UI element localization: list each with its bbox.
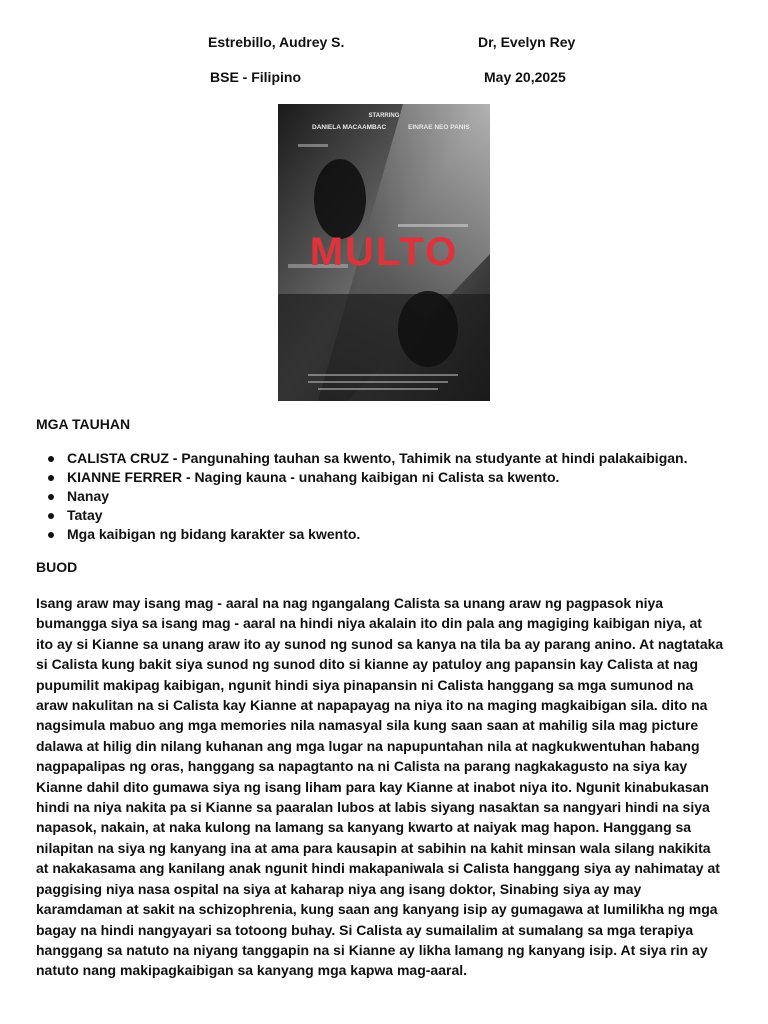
poster-actor-1: DANIELA MACAAMBAC xyxy=(312,124,387,131)
list-item: Tatay xyxy=(67,506,687,525)
summary-line: bagay na hindi nangyayari sa totoong buhay. Si Calista ay sumailalim at sumalang sa mga terapiya xyxy=(36,921,694,938)
summary-paragraph xyxy=(36,593,736,981)
characters-heading: MGA TAUHAN xyxy=(36,416,131,432)
characters-list xyxy=(36,449,687,544)
summary-line: nagsimula mabuo ang mga memories nila namasyal sila kung saan saan at mahilig sila mag picture xyxy=(36,717,699,734)
list-item: KIANNE FERRER - Naging kauna - unahang kaibigan ni Calista sa kwento. xyxy=(67,468,687,487)
list-item: Mga kaibigan ng bidang karakter sa kwento. xyxy=(67,525,687,544)
summary-line: pupumilit makipag kaibigan, ngunit hindi siya pinapansin ni Calista hanggang sa mga sumunod na xyxy=(36,676,694,693)
list-item: CALISTA CRUZ - Pangunahing tauhan sa kwento, Tahimik na studyante at hindi palakaibigan. xyxy=(67,450,688,466)
summary-line: paggising niya nasa ospital na siya at kaharap niya ang isang doktor, Sinabing siya ay may xyxy=(36,880,642,897)
summary-line: Isang araw may isang mag - aaral na nag ngangalang Calista sa unang araw ng pagpasok niya xyxy=(36,595,664,611)
poster-starring-label: STARRING xyxy=(368,113,400,119)
date-label: May 20,2025 xyxy=(484,69,566,85)
summary-line: bumangga siya sa isang mag - aaral na hindi niya akalain ito din pala ang magiging kaibigan niya, at xyxy=(36,615,702,632)
instructor-name: Dr, Evelyn Rey xyxy=(478,34,576,50)
summary-line: araw nakulitan na si Calista kay Kianne at napapayag na niya ito na maging magkaibigan sila. dito na xyxy=(36,697,708,714)
summary-line: dalawa at hilig din nilang kuhanan ang mga lugar na napupuntahan nila at nagkukwentuhan habang xyxy=(36,737,700,754)
program-label: BSE - Filipino xyxy=(210,69,301,85)
summary-line: nilapitan na siya ng kanyang ina at ama para kausapin at sabihin na kahit minsan wala silang nakikita xyxy=(36,839,711,856)
summary-line: hindi na niya nakita pa si Kianne sa paaralan lubos at labis siyang nasaktan sa nangyari hindi na siya xyxy=(36,799,710,816)
summary-line: nagpapalipas ng oras, hanggang sa napagtanto na ni Calista na parang nagkakagusto na siya kay xyxy=(36,758,688,775)
poster-title: MULTO xyxy=(309,230,459,274)
summary-line: karamdaman at sakit na schizophrenia, kung saan ang kanyang isip ay gumagawa at lumilikha ng mga xyxy=(36,901,718,918)
student-name: Estrebillo, Audrey S. xyxy=(208,34,345,50)
summary-line: hanggang sa natuto na niyang tanggapin na si Kianne ay likha lamang ng kanyang isip. At siya rin ay xyxy=(36,941,708,958)
movie-poster xyxy=(278,104,490,401)
summary-line: Kianne dahil dito gumawa siya ng isang liham para kay Kianne at inabot niya ito. Ngunit kinabukasan xyxy=(36,778,709,795)
list-item: Nanay xyxy=(67,487,687,506)
summary-line: ito ay si Kianne sa unang araw ito ay sunod ng sunod sa kanya na tila ba ay parang anino. At nagtataka xyxy=(36,635,724,652)
summary-heading: BUOD xyxy=(36,559,78,575)
summary-line: napasok, nakain, at naka kulong na lamang sa kanyang kwarto at naiyak mag hapon. Hanggang sa xyxy=(36,819,692,836)
poster-actor-2: EINRAE NEO PANIS xyxy=(408,124,470,131)
summary-line: si Calista kung bakit siya sunod ng sunod dito si kianne ay patuloy ang papansin kay Calista at nag xyxy=(36,656,699,673)
summary-line: at nakakasama ang kanilang anak ngunit hindi makapaniwala si Calista hanggang siya ay nahimatay at xyxy=(36,860,720,877)
summary-line: natuto nang makipagkaibigan sa kanyang mga kapwa mag-aaral. xyxy=(36,962,468,979)
